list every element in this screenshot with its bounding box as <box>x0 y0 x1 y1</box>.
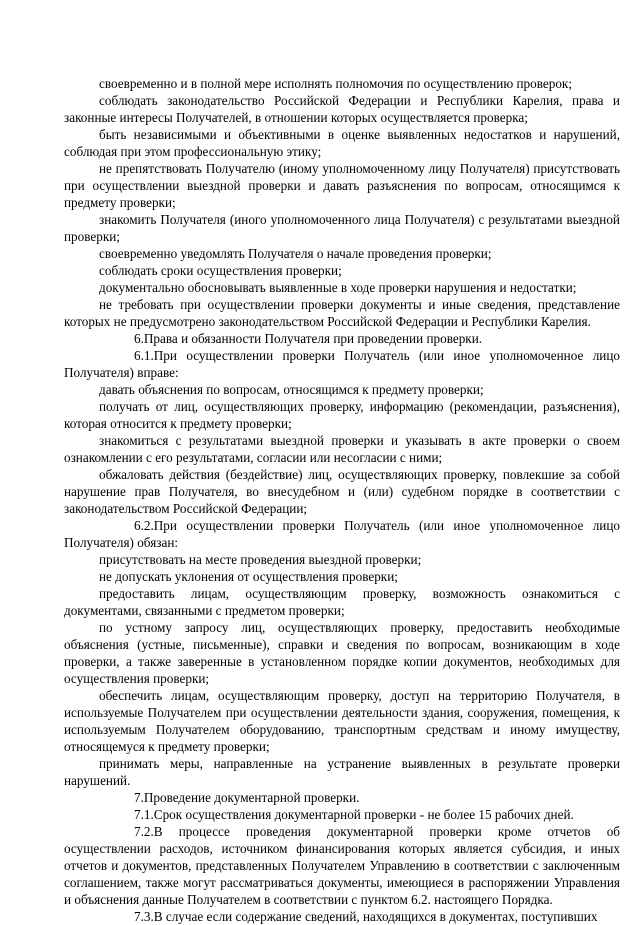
paragraph: предоставить лицам, осуществляющим проверку, возможность ознакомиться с документами, связанными с предметом проверки; <box>64 586 620 618</box>
paragraph: присутствовать на месте проведения выездной проверки; <box>99 552 422 567</box>
clause-text: В процессе проведения документарной проверки кроме отчетов об осуществлении расходов, источником финансирования которых является субсидия, и иных отчетов и документов, представленных Получателем Управлению в соответствии с заключенным соглашением, также могут рассматриваться документы, имеющиеся в распоряжении Управления и объяснения данные Получателем в соответствии с пунктом 6.2. настоящего Порядка. <box>64 824 620 907</box>
section-heading-7 <box>64 789 620 806</box>
clause-number: 7.3. <box>134 909 154 924</box>
section-number: 6. <box>134 331 144 346</box>
paragraph: по устному запросу лиц, осуществляющих проверку, предоставить необходимые объяснения (устные, письменные), справки и сведения по вопросам, возникающим в ходе проверки, а также заверенные в установленном порядке копии документов, необходимых для осуществления проверки; <box>64 620 620 686</box>
clause-number: 7.2. <box>134 824 154 839</box>
paragraph: документально обосновывать выявленные в ходе проверки нарушения и недостатки; <box>99 280 577 295</box>
paragraph: обжаловать действия (бездействие) лиц, осуществляющих проверку, повлекшие за собой нарушение прав Получателя, во внесудебном и (или) судебном порядке в соответствии с законодательством Российской Федерации; <box>64 467 620 516</box>
clause-6-1 <box>64 347 620 381</box>
paragraph: соблюдать законодательство Российской Федерации и Республики Карелия, права и законные интересы Получателей, в отношении которых осуществляется проверка; <box>64 93 620 125</box>
clause-text: Срок осуществления документарной проверки - не более 15 рабочих дней. <box>153 807 574 822</box>
clause-7-3 <box>64 908 620 925</box>
paragraph: получать от лиц, осуществляющих проверку, информацию (рекомендации, разъяснения), которая относится к предмету проверки; <box>64 399 620 431</box>
paragraph: не требовать при осуществлении проверки документы и иные сведения, представление которых не предусмотрено законодательством Российской Федерации и Республики Карелия. <box>64 297 620 329</box>
clause-number: 7.1. <box>134 807 154 822</box>
paragraph: не допускать уклонения от осуществления проверки; <box>99 569 398 584</box>
clause-6-2 <box>64 517 620 551</box>
paragraph: не препятствовать Получателю (иному уполномоченному лицу Получателя) присутствовать при осуществлении выездной проверки и давать разъяснения по вопросам, относящимся к предмету проверки; <box>64 161 620 210</box>
document-body <box>64 75 620 925</box>
clause-text: В случае если содержание сведений, находящихся в документах, поступивших <box>153 909 598 924</box>
paragraph: быть независимыми и объективными в оценке выявленных недостатков и нарушений, соблюдая при этом профессиональную этику; <box>64 127 620 159</box>
paragraph: принимать меры, направленные на устранение выявленных в результате проверки нарушений. <box>64 756 620 788</box>
section-title: Проведение документарной проверки. <box>143 790 360 805</box>
paragraph: своевременно уведомлять Получателя о начале проведения проверки; <box>99 246 492 261</box>
paragraph: обеспечить лицам, осуществляющим проверку, доступ на территорию Получателя, в используемые Получателем при осуществлении деятельности здания, сооружения, помещения, к используемым Получателем оборудованию, транспортным средствам и иному имуществу, относящемуся к предмету проверки; <box>64 688 620 754</box>
paragraph: давать объяснения по вопросам, относящимся к предмету проверки; <box>99 382 484 397</box>
section-heading-6 <box>64 330 620 347</box>
clause-text: При осуществлении проверки Получатель (или иное уполномоченное лицо Получателя) вправе: <box>64 348 620 380</box>
paragraph: соблюдать сроки осуществления проверки; <box>99 263 342 278</box>
paragraph: знакомиться с результатами выездной проверки и указывать в акте проверки о своем ознакомлении с его результатами, согласии или несогласии с ними; <box>64 433 620 465</box>
clause-7-2 <box>64 823 620 908</box>
clause-number: 6.2. <box>134 518 154 533</box>
section-number: 7. <box>134 790 144 805</box>
paragraph: своевременно и в полной мере исполнять полномочия по осуществлению проверок; <box>99 76 572 91</box>
section-title: Права и обязанности Получателя при проведении проверки. <box>143 331 483 346</box>
clause-7-1 <box>64 806 620 823</box>
clause-number: 6.1. <box>134 348 154 363</box>
clause-text: При осуществлении проверки Получатель (или иное уполномоченное лицо Получателя) обязан: <box>64 518 620 550</box>
paragraph: знакомить Получателя (иного уполномоченного лица Получателя) с результатами выездной проверки; <box>64 212 620 244</box>
